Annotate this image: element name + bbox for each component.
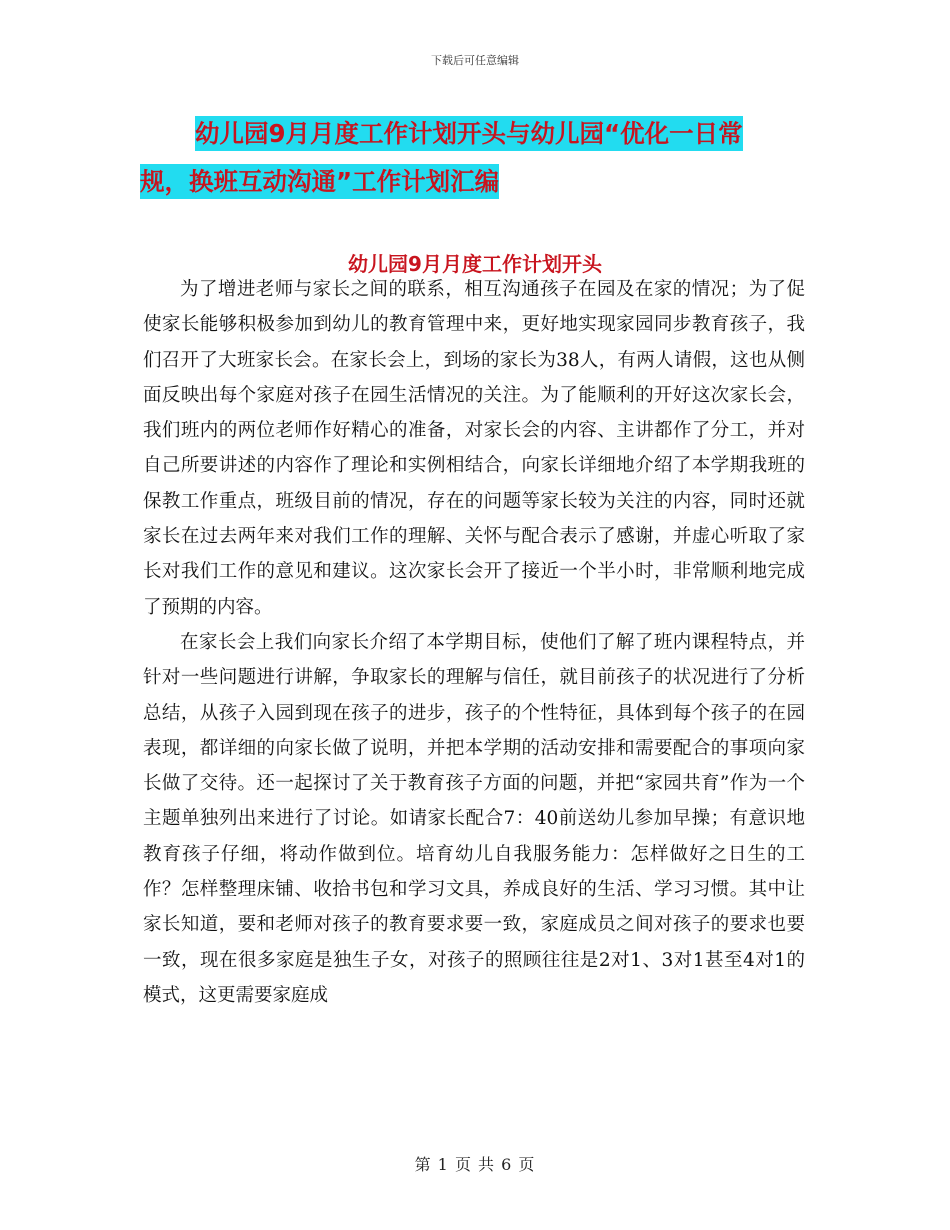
page-number: 第 1 页 共 6 页 (414, 1155, 536, 1174)
document-title-line-2 (140, 158, 820, 206)
document-title-line-1 (140, 110, 820, 158)
paragraph: 在家长会上我们向家长介绍了本学期目标，使他们了解了班内课程特点，并针对一些问题进行讲解，争取家长的理解与信任，就目前孩子的状况进行了分析总结，从孩子入园到现在孩子的进步，孩子的个性特征，具体到每个孩子的在园表现，都详细的向家长做了说明，并把本学期的活动安排和需要配合的事项向家长做了交待。还一起探讨了关于教育孩子方面的问题，并把“家园共育”作为一个主题单独列出来进行了讨论。如请家长配合7：40前送幼儿参加早操；有意识地教育孩子仔细，将动作做到位。培育幼儿自我服务能力：怎样做好之日生的工作？怎样整理床铺、收拾书包和学习文具，养成良好的生活、学习习惯。其中让家长知道，要和老师对孩子的教育要求要一致，家庭成员之间对孩子的要求也要一致，现在很多家庭是独生子女，对孩子的照顾往往是2对1、3对1甚至4对1的模式，这更需要家庭成 (143, 631, 805, 1006)
title-highlight-2: 规，换班互动沟通”工作计划汇编 (140, 164, 499, 199)
paragraph: 为了增进老师与家长之间的联系，相互沟通孩子在园及在家的情况；为了促使家长能够积极参加到幼儿的教育管理中来，更好地实现家园同步教育孩子，我们召开了大班家长会。在家长会上，到场的家长为38人，有两人请假，这也从侧面反映出每个家庭对孩子在园生活情况的关注。为了能顺利的开好这次家长会，我们班内的两位老师作好精心的准备，对家长会的内容、主讲都作了分工，并对自己所要讲述的内容作了理论和实例相结合，向家长详细地介绍了本学期我班的保教工作重点，班级目前的情况，存在的问题等家长较为关注的内容，同时还就家长在过去两年来对我们工作的理解、关怀与配合表示了感谢，并虚心听取了家长对我们工作的意见和建议。这次家长会开了接近一个半小时，非常顺利地完成了预期的内容。 (143, 279, 805, 618)
title-highlight-1: 幼儿园9月月度工作计划开头与幼儿园“优化一日常 (195, 116, 743, 151)
header-note: 下载后可任意编辑 (431, 54, 519, 67)
body-text (143, 272, 805, 1013)
document-title (140, 110, 820, 206)
section-title: 幼儿园9月月度工作计划开头 (348, 252, 602, 276)
